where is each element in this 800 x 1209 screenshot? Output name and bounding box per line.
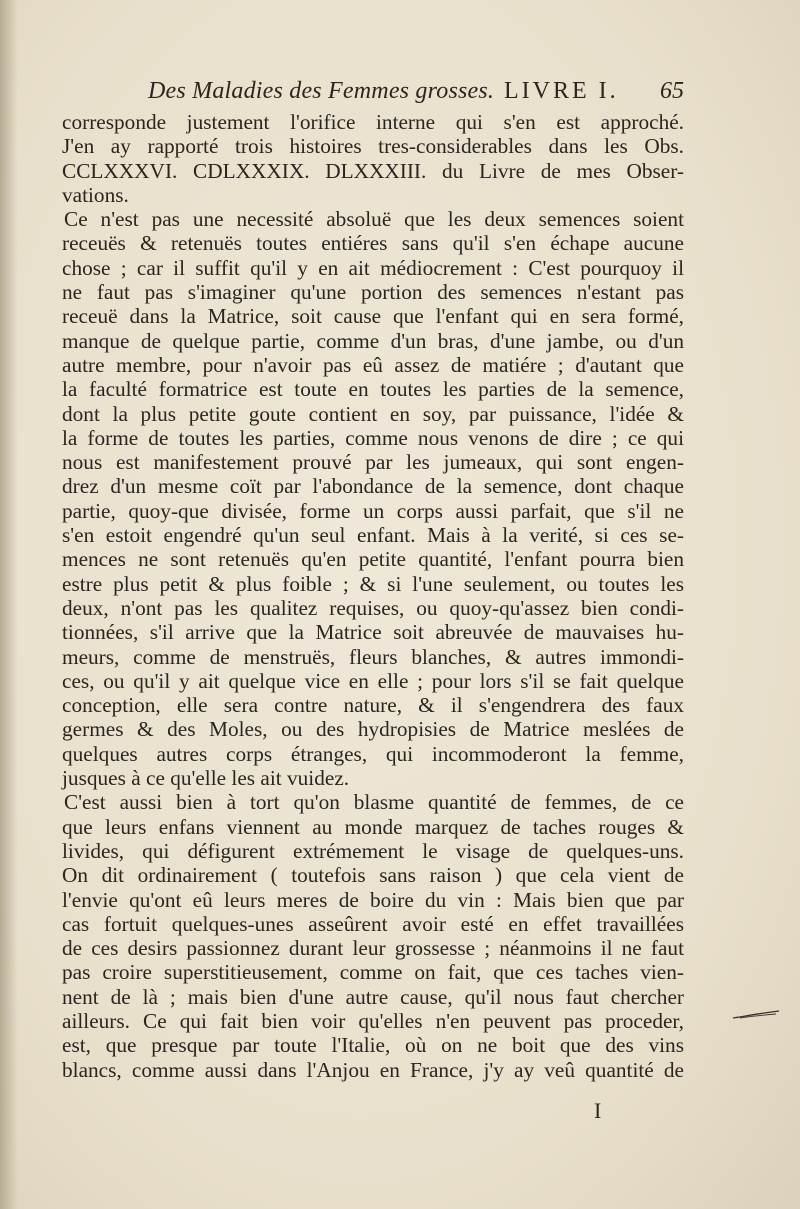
text-line: CCLXXXVI. CDLXXXIX. DLXXXIII. du Livre de mes Obser- (62, 158, 684, 183)
text-line: cas fortuit quelques-unes asseûrent avoir esté en effet travaillées (62, 911, 684, 936)
text-line: deux, n'ont pas les qualitez requises, ou quoy-qu'assez bien condi- (62, 595, 684, 620)
text-line: Ce n'est pas une necessité absoluë que les deux semences soient (64, 207, 684, 232)
text-line: pas croire superstitieusement, comme on fait, que ces taches vien- (62, 960, 684, 985)
text-line: partie, quoy-que divisée, forme un corps aussi parfait, que s'il ne (62, 498, 684, 523)
text-line: meurs, comme de menstruës, fleurs blanches, & autres immondi- (62, 644, 684, 669)
text-line: ces, ou qu'il y ait quelque vice en elle ; pour lors s'il se fait quelque (62, 668, 684, 693)
text-line: estre plus petit & plus foible ; & si l'une seulement, ou toutes les (62, 571, 684, 596)
text-line: blancs, comme aussi dans l'Anjou en France, j'y ay veû quantité de (62, 1057, 684, 1082)
gutter-shadow (0, 0, 18, 1209)
text-line: s'en estoit engendré qu'un seul enfant. Mais à la verité, si ces se- (62, 523, 684, 548)
text-line: l'envie qu'ont eû leurs meres de boire du vin : Mais bien que par (62, 887, 684, 912)
text-line: vations. (62, 182, 129, 207)
text-line: C'est aussi bien à tort qu'on blasme quantité de femmes, de ce (64, 790, 684, 815)
running-head-book: LIVRE I. (504, 78, 619, 104)
text-line: manque de quelque partie, comme d'un bras, d'une jambe, ou d'un (62, 328, 684, 353)
text-line: autre membre, pour n'avoir pas eû assez de matiére ; d'autant que (62, 352, 684, 377)
running-head-title: Des Maladies des Femmes grosses. (148, 78, 495, 104)
text-line: nent de là ; mais bien d'une autre cause, qu'il nous faut chercher (62, 984, 684, 1009)
text-line: chose ; car il suffit qu'il y en ait médiocrement : C'est pourquoy il (62, 255, 684, 280)
text-line: nous est manifestement prouvé par les jumeaux, qui sont engen- (62, 450, 684, 475)
text-line: que leurs enfans viennent au monde marquez de taches rouges & (62, 814, 684, 839)
text-line: germes & des Moles, ou des hydropisies de Matrice meslées de (62, 717, 684, 742)
text-line: tionnées, s'il arrive que la Matrice soit abreuvée de mauvaises hu- (62, 620, 684, 645)
text-line: On dit ordinairement ( toutefois sans raison ) que cela vient de (62, 863, 684, 888)
margin-pen-mark (732, 1010, 780, 1020)
text-line: jusques à ce qu'elle les ait vuidez. (62, 766, 350, 791)
page-number: 65 (660, 78, 684, 104)
text-line: conception, elle sera contre nature, & il s'engendrera des faux (62, 693, 684, 718)
text-line: receuë dans la Matrice, soit cause que l'enfant qui en sera formé, (62, 304, 684, 329)
text-line: drez d'un mesme coït par l'abondance de la semence, dont chaque (62, 474, 684, 499)
signature-mark: I (594, 1098, 602, 1123)
text-line: la forme de toutes les parties, comme nous venons de dire ; ce qui (62, 425, 684, 450)
text-line: ne faut pas s'imaginer qu'une portion des semences n'estant pas (62, 280, 684, 305)
text-line: ailleurs. Ce qui fait bien voir qu'elles n'en peuvent pas proceder, (62, 1008, 684, 1033)
text-line: corresponde justement l'orifice interne qui s'en est approché. (62, 110, 684, 134)
text-line: receuës & retenuës toutes entiéres sans qu'il s'en échape aucune (62, 231, 684, 256)
text-line: J'en ay rapporté trois histoires tres-considerables dans les Obs. (62, 134, 684, 159)
running-head (148, 76, 688, 110)
text-line: est, que presque par toute l'Italie, où on ne boit que des vins (62, 1033, 684, 1058)
text-line: quelques autres corps étranges, qui incommoderont la femme, (62, 741, 684, 766)
text-line: livides, qui défigurent extrémement le visage de quelques-uns. (62, 838, 684, 863)
text-line: mences ne sont retenuës qu'en petite quantité, l'enfant pourra bien (62, 547, 684, 572)
text-line: de ces desirs passionnez durant leur grossesse ; néanmoins il ne faut (62, 936, 684, 961)
text-line: la faculté formatrice est toute en toutes les parties de la semence, (62, 377, 684, 402)
text-line: dont la plus petite goute contient en soy, par puissance, l'idée & (62, 401, 684, 426)
body-text (62, 110, 684, 1082)
